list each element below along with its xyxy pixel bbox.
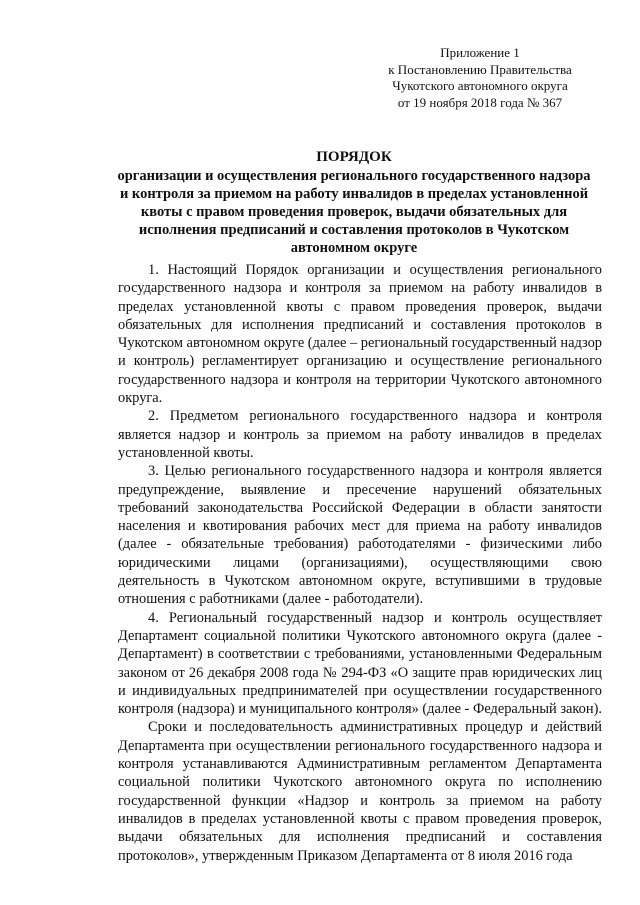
paragraph: Сроки и последовательность административных процедур и действий Департамента при осуществлении регионального государственного надзора и контроля устанавливаются Административным регламентом Департамента социальной политики Чукотского автономного округа по исполнению государственной функции «Надзор и контроль за приемом на работу инвалидов в пределах установленной квоты с правом проведения проверок, выдачи обязательных для исполнения предписаний и составления протоколов», утвержденным Приказом Департамента от 8 июля 2016 года bbox=[118, 719, 602, 864]
appendix-line: от 19 ноября 2018 года № 367 bbox=[397, 94, 563, 110]
appendix-line: Чукотского автономного округа bbox=[392, 78, 568, 93]
paragraph: 3. Целью регионального государственного надзора и контроля является предупреждение, выявление и пресечение нарушений обязательных требований законодательства Российской Федерации в области занятости населения и квотирования рабочих мест для приема на работу инвалидов (далее - обязательные требования) работодателями - физическими либо юридическими лицами (организациями), осуществляющими свою деятельность в Чукотском автономном округе, вступившими в трудовые отношения с работниками (далее - работодатели). bbox=[118, 463, 602, 608]
document-body bbox=[118, 261, 602, 865]
paragraph: 4. Региональный государственный надзор и контроль осуществляет Департамент социальной политики Чукотского автономного округа (далее - Департамент) в соответствии с требованиями, установленными Федеральным законом от 26 декабря 2008 года № 294-ФЗ «О защите прав юридических лиц и индивидуальных предпринимателей при осуществлении государственного контроля (надзора) и муниципального контроля» (далее - Федеральный закон). bbox=[118, 609, 602, 718]
paragraph: 2. Предметом регионального государственного надзора и контроля является надзор и контроль за приемом на работу инвалидов в пределах установленной квоты. bbox=[118, 408, 602, 461]
appendix-line: к Постановлению Правительства bbox=[388, 61, 572, 77]
paragraph: 1. Настоящий Порядок организации и осуществления регионального государственного надзора и контроля за приемом на работу инвалидов в пределах установленной квоты с правом проведения проверок, выдачи обязательных для исполнения предписаний и составления протоколов в Чукотском автономном округе (далее – региональный государственный надзор и контроль) регламентирует организацию и осуществление регионального государственного надзора и контроля на территории Чукотского автономного округа. bbox=[118, 262, 603, 407]
document-title-block bbox=[112, 148, 596, 257]
appendix-line: Приложение 1 bbox=[440, 45, 520, 60]
appendix-header bbox=[330, 45, 630, 111]
document-title: ПОРЯДОК bbox=[316, 149, 392, 165]
document-subtitle: организации и осуществления регионального государственного надзора и контроля за приемом на работу инвалидов в пределах установленной квоты с правом проведения проверок, выдачи обязательных для исполнения предписаний и составления протоколов в Чукотском автономном округе bbox=[117, 168, 591, 256]
